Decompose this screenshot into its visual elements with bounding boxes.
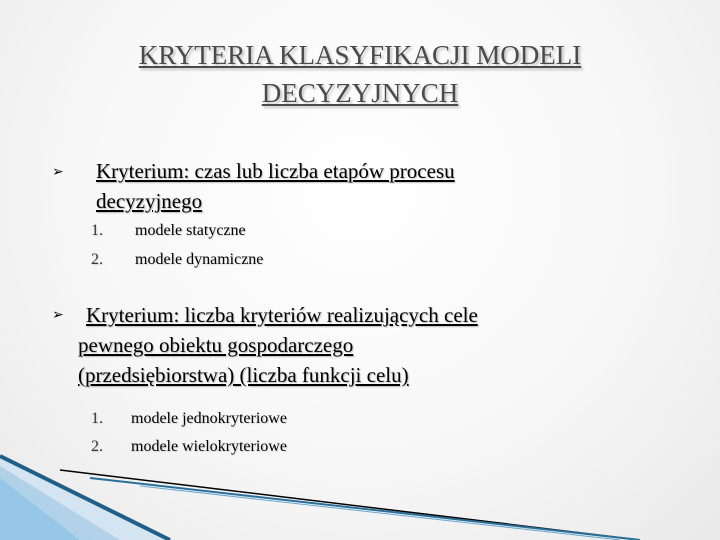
list-item: modele statyczne (135, 222, 246, 239)
title-line-2: DECYZYJNYCH (261, 78, 459, 108)
slide-title (40, 36, 680, 112)
list-item: modele dynamiczne (135, 251, 264, 268)
list-item: modele jednokryteriowe (131, 410, 287, 427)
criterion-2-line-1: Kryterium: liczba kryteriów realizujących cele (86, 303, 478, 327)
criterion-1-line-1: Kryterium: czas lub liczba etapów procesu (96, 159, 455, 183)
criterion-heading-2 (78, 300, 478, 390)
criterion-2-line-3: (przedsiębiorstwa) (liczba funkcji celu) (78, 363, 409, 387)
list-number: 2. (91, 438, 103, 455)
list-item: modele wielokryteriowe (131, 438, 287, 455)
list-number: 1. (91, 410, 103, 427)
list-number: 1. (91, 222, 103, 239)
title-line-1: KRYTERIA KLASYFIKACJI MODELI (138, 40, 582, 70)
arrow-bullet-icon: ➢ (52, 307, 64, 323)
list-number: 2. (91, 251, 103, 268)
criterion-2-line-2: pewnego obiektu gospodarczego (78, 333, 354, 357)
criterion-heading-1 (96, 156, 455, 216)
arrow-bullet-icon: ➢ (52, 164, 64, 180)
criterion-1-line-2: decyzyjnego (96, 189, 203, 213)
